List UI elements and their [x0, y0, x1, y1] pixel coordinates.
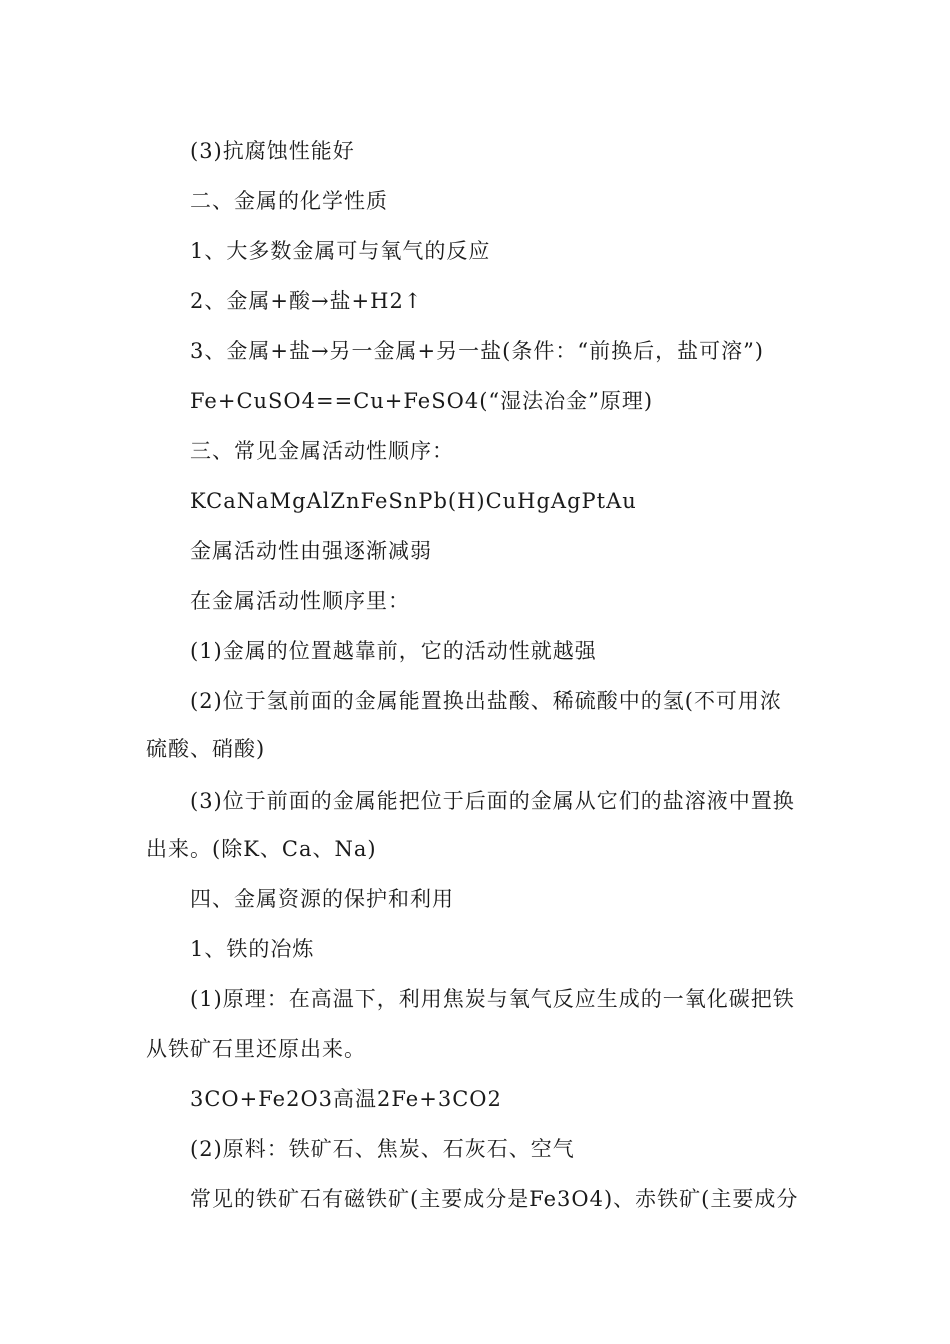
- section-heading-4: 四、金属资源的保护和利用: [190, 887, 454, 911]
- text-line-5: 3、金属+盐→另一金属+另一盐(条件：“前换后，盐可溶”): [190, 339, 765, 363]
- text-line-6: Fe+CuSO4==Cu+FeSO4(“湿法冶金”原理): [190, 389, 654, 413]
- text-line-11: (1)金属的位置越靠前，它的活动性就越强: [190, 639, 597, 663]
- activity-series: KCaNaMgAlZnFeSnPb(H)CuHgAgPtAu: [190, 489, 637, 513]
- text-line-21: (2)原料：铁矿石、焦炭、石灰石、空气: [190, 1137, 575, 1161]
- text-line-10: 在金属活动性顺序里：: [190, 589, 410, 613]
- text-line-17: 1、铁的冶炼: [190, 937, 315, 961]
- text-line-22: 常见的铁矿石有磁铁矿(主要成分是Fe3O4)、赤铁矿(主要成分: [190, 1187, 799, 1211]
- text-line-4: 2、金属+酸→盐+H2↑: [190, 289, 423, 313]
- text-line-9: 金属活动性由强逐渐减弱: [190, 539, 432, 563]
- text-line-13: 硫酸、硝酸): [146, 737, 266, 761]
- text-line-15: 出来。(除K、Ca、Na): [146, 837, 377, 861]
- text-line-18: (1)原理：在高温下，利用焦炭与氧气反应生成的一氧化碳把铁: [190, 987, 795, 1011]
- text-line-3: 1、大多数金属可与氧气的反应: [190, 239, 491, 263]
- text-line-14: (3)位于前面的金属能把位于后面的金属从它们的盐溶液中置换: [190, 789, 795, 813]
- reaction-equation: 3CO+Fe2O3高温2Fe+3CO2: [190, 1087, 502, 1111]
- section-heading-3: 三、常见金属活动性顺序：: [190, 439, 454, 463]
- text-line-12: (2)位于氢前面的金属能置换出盐酸、稀硫酸中的氢(不可用浓: [190, 689, 782, 713]
- text-line-1: (3)抗腐蚀性能好: [190, 139, 355, 163]
- section-heading-2: 二、金属的化学性质: [190, 189, 388, 213]
- text-line-19: 从铁矿石里还原出来。: [146, 1037, 366, 1061]
